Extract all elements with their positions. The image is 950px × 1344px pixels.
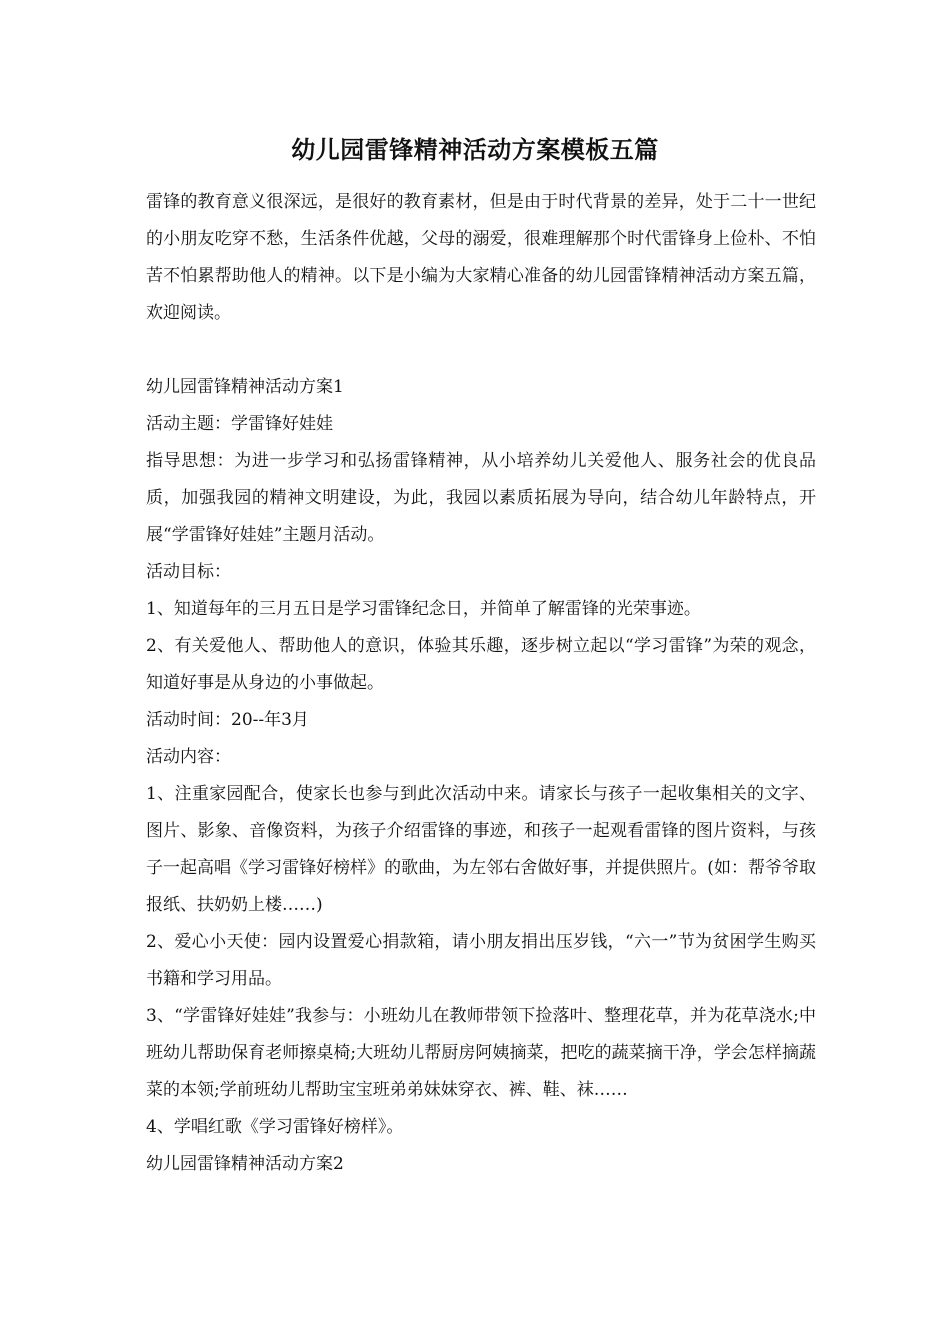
content-item: 1、注重家园配合，使家长也参与到此次活动中来。请家长与孩子一起收集相关的文字、图片、影象、音像资料，为孩子介绍雷锋的事迹，和孩子一起观看雷锋的图片资料，与孩子一起高唱《学习雷锋好榜样》的歌曲，为左邻右舍做好事，并提供照片。(如：帮爷爷取报纸、扶奶奶上楼……) [146, 784, 816, 915]
activity-time: 活动时间：20--年3月 [146, 710, 309, 730]
document-body [146, 184, 816, 1183]
content-item: 3、“学雷锋好娃娃”我参与：小班幼儿在教师带领下捡落叶、整理花草，并为花草浇水;中班幼儿帮助保育老师擦桌椅;大班幼儿帮厨房阿姨摘菜，把吃的蔬菜摘干净，学会怎样摘蔬菜的本领;学前班幼儿帮助宝宝班弟弟妹妹穿衣、裤、鞋、袜…… [146, 1006, 816, 1100]
goal-item: 2、有关爱他人、帮助他人的意识，体验其乐趣，逐步树立起以“学习雷锋”为荣的观念，知道好事是从身边的小事做起。 [146, 636, 816, 693]
intro-paragraph: 雷锋的教育意义很深远，是很好的教育素材，但是由于时代背景的差异，处于二十一世纪的小朋友吃穿不愁，生活条件优越，父母的溺爱，很难理解那个时代雷锋身上俭朴、不怕苦不怕累帮助他人的精神。以下是小编为大家精心准备的幼儿园雷锋精神活动方案五篇，欢迎阅读。 [146, 192, 816, 323]
goal-item: 1、知道每年的三月五日是学习雷锋纪念日，并简单了解雷锋的光荣事迹。 [146, 599, 701, 619]
content-item: 4、学唱红歌《学习雷锋好榜样》。 [146, 1117, 404, 1137]
paragraph-gap [146, 332, 816, 369]
document-title: 幼儿园雷锋精神活动方案模板五篇 [291, 135, 659, 164]
section-heading: 幼儿园雷锋精神活动方案2 [146, 1154, 344, 1174]
content-label: 活动内容： [146, 747, 231, 767]
content-item: 2、爱心小天使：园内设置爱心捐款箱，请小朋友捐出压岁钱，“六一”节为贫困学生购买书籍和学习用品。 [146, 932, 816, 989]
guiding-idea: 指导思想：为进一步学习和弘扬雷锋精神，从小培养幼儿关爱他人、服务社会的优良品质，加强我园的精神文明建设，为此，我园以素质拓展为导向，结合幼儿年龄特点，开展“学雷锋好娃娃”主题月活动。 [146, 451, 816, 545]
section-heading: 幼儿园雷锋精神活动方案1 [146, 377, 344, 397]
activity-theme: 活动主题：学雷锋好娃娃 [146, 414, 333, 434]
goals-label: 活动目标： [146, 562, 231, 582]
